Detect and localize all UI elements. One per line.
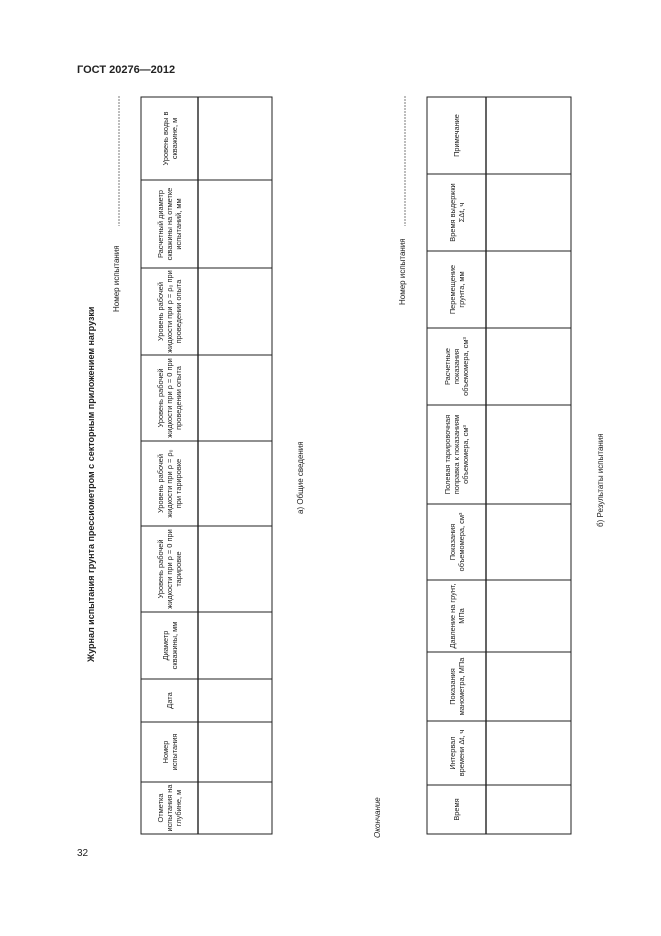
table-a-col-3-header: Дата [165, 692, 174, 709]
test-number-label-a: Номер испытания [112, 245, 121, 312]
journal-title: Журнал испытания грунта прессиометром с секторным приложением нагрузки [86, 306, 96, 662]
table-a-col-8-header: Уровень рабочей жидкости при ρ = ρ₀ при проведении опыта [156, 270, 183, 353]
table-b-col-4-header: Давление на грунт, МПа [447, 583, 466, 649]
table-a-col-6-header: Уровень рабочей жидкости при ρ = ρ₀ при тарировке [156, 449, 183, 518]
table-b-col-1-header: Время [452, 798, 461, 821]
table-a-col-7-header: Уровень рабочей жидкости при ρ = 0 при проведении опыта [156, 358, 183, 438]
table-a-col-1-header: Отметка испытания на глубине, м [156, 784, 183, 832]
table-b-col-3-header: Показания манометра, МПа [447, 657, 466, 716]
table-a-col-10-header: Уровень воды в скважине, м [160, 111, 179, 166]
table-a-col-2-header: Номер испытания [160, 733, 179, 771]
table-a-col-5-header: Уровень рабочей жидкости при ρ = 0 при тарировке [156, 529, 183, 609]
table-a-col-4-header: Диаметр скважины, мм [160, 621, 179, 670]
table-a-caption: а) Общие сведения [296, 441, 305, 514]
table-b-caption: б) Результаты испытания [596, 433, 605, 527]
table-b-col-5-header: Показания объемомера, см³ [447, 512, 466, 572]
table-b-col-7-header: Расчетные показания объемомера, см³ [443, 337, 470, 396]
table-b-col-8-header: Перемещение грунта, мм [447, 264, 466, 315]
table-b-col-2-header: Интервал времени Δt, ч [447, 729, 466, 777]
continuation-label: Окончание [373, 797, 382, 838]
table-b-col-6-header: Полевая тарировочная поправка к показаниям объемомера, см³ [443, 414, 470, 495]
test-number-label-b: Номер испытания [398, 238, 407, 305]
table-b-col-9-header: Время выдержки ΣΔt, ч [447, 183, 466, 242]
page-number: 32 [77, 848, 89, 859]
table-a-col-9-header: Расчетный диаметр скважины на отметке испытаний, мм [156, 187, 183, 261]
standard-header: ГОСТ 20276—2012 [77, 64, 176, 76]
table-b-col-10-header: Примечание [452, 114, 461, 157]
